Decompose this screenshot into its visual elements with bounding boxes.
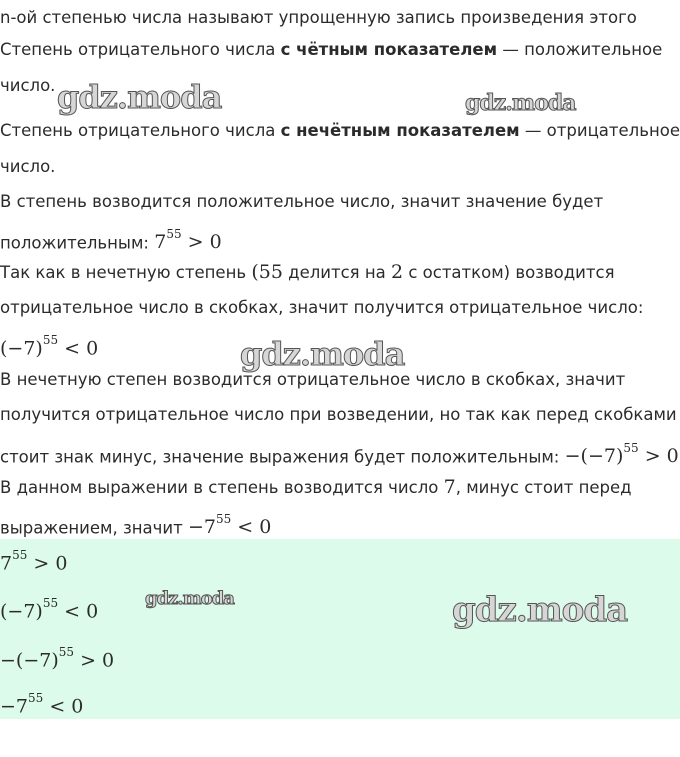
answer-4-exp: 55 bbox=[28, 691, 44, 705]
step4-a: В данном выражении в степень возводится число bbox=[0, 478, 444, 497]
rule-odd-bold: с нечётным показателем bbox=[280, 121, 520, 140]
step2-a: Так как в нечетную степень bbox=[0, 263, 252, 282]
step3-line3 bbox=[0, 441, 679, 467]
step2-n: (55 bbox=[251, 261, 283, 283]
step2-line1 bbox=[0, 262, 615, 283]
rule-even bbox=[0, 40, 662, 60]
answer-2 bbox=[0, 596, 98, 621]
step3-line1: В нечетную степен возводится отрицательное число в скобках, значит bbox=[0, 370, 626, 389]
answer-1-exp: 55 bbox=[12, 548, 28, 562]
answer-2-base: (−7) bbox=[0, 600, 43, 623]
step2-line2: отрицательное число в скобках, значит получится отрицательное число: bbox=[0, 298, 644, 317]
step4-exp: 55 bbox=[215, 512, 232, 526]
rule-even-post: — положительное bbox=[497, 40, 663, 59]
rule-even-pre: Степень отрицательного числа bbox=[0, 40, 281, 59]
step3-line2: получится отрицательное число при возведении, но так как перед скобками bbox=[0, 405, 677, 424]
step1-line2 bbox=[0, 227, 222, 253]
step3-rel: > 0 bbox=[638, 445, 679, 468]
step2-c: с остатком) возводится bbox=[403, 263, 615, 282]
answer-3-rel: > 0 bbox=[74, 649, 115, 672]
step4-b: , минус стоит перед bbox=[455, 478, 632, 497]
step1-expr bbox=[154, 227, 222, 254]
answer-2-exp: 55 bbox=[42, 596, 59, 610]
answer-1-base: 7 bbox=[0, 552, 13, 575]
intro-line: n-ой степенью числа называют упрощенную запись произведения этого bbox=[0, 8, 637, 27]
answer-2-rel: < 0 bbox=[58, 600, 99, 623]
step2-base: (−7) bbox=[0, 337, 43, 360]
step4-line1 bbox=[0, 477, 632, 498]
rule-odd bbox=[0, 121, 680, 141]
step1-text: положительным: bbox=[0, 233, 155, 253]
rule-even-cont: число. bbox=[0, 76, 56, 95]
step4-line2 bbox=[0, 512, 271, 538]
step3-base: −(−7) bbox=[564, 445, 624, 468]
answer-4-rel: < 0 bbox=[43, 695, 84, 718]
step1-line1: В степень возводится положительное число, значит значение будет bbox=[0, 192, 604, 211]
step1-exp: 55 bbox=[166, 227, 182, 241]
step2-n2: 2 bbox=[391, 261, 404, 283]
answer-1-rel: > 0 bbox=[27, 552, 68, 575]
step2-b: делится на bbox=[282, 263, 391, 282]
step3-exp: 55 bbox=[623, 441, 639, 455]
answer-4 bbox=[0, 691, 83, 716]
answer-3-base: −(−7) bbox=[0, 649, 59, 672]
answer-3-exp: 55 bbox=[58, 645, 75, 659]
step4-base: −7 bbox=[187, 516, 216, 539]
step4-text: выражением, значит bbox=[0, 518, 188, 538]
answer-3 bbox=[0, 645, 114, 670]
rule-even-bold: с чётным показателем bbox=[280, 40, 498, 59]
step3-text: стоит знак минус, значение выражения будет положительным: bbox=[0, 447, 565, 467]
step2-rel: < 0 bbox=[58, 337, 99, 360]
step3-expr bbox=[564, 441, 679, 468]
step2-expr bbox=[0, 333, 98, 358]
rule-odd-cont: число. bbox=[0, 157, 56, 176]
step2-exp: 55 bbox=[42, 333, 59, 347]
step4-expr bbox=[187, 512, 272, 539]
step4-n: 7 bbox=[443, 476, 456, 498]
answer-4-base: −7 bbox=[0, 695, 29, 718]
watermark: gdz.moda bbox=[57, 78, 222, 116]
watermark: gdz.moda bbox=[145, 588, 234, 609]
rule-odd-pre: Степень отрицательного числа bbox=[0, 121, 281, 140]
watermark: gdz.moda bbox=[452, 590, 628, 630]
step1-base: 7 bbox=[154, 231, 167, 254]
watermark: gdz.moda bbox=[465, 90, 576, 116]
step1-rel: > 0 bbox=[181, 231, 222, 254]
step4-rel: < 0 bbox=[231, 516, 272, 539]
answer-1 bbox=[0, 548, 67, 573]
rule-odd-post: — отрицательное bbox=[519, 121, 680, 140]
watermark: gdz.moda bbox=[240, 335, 405, 373]
